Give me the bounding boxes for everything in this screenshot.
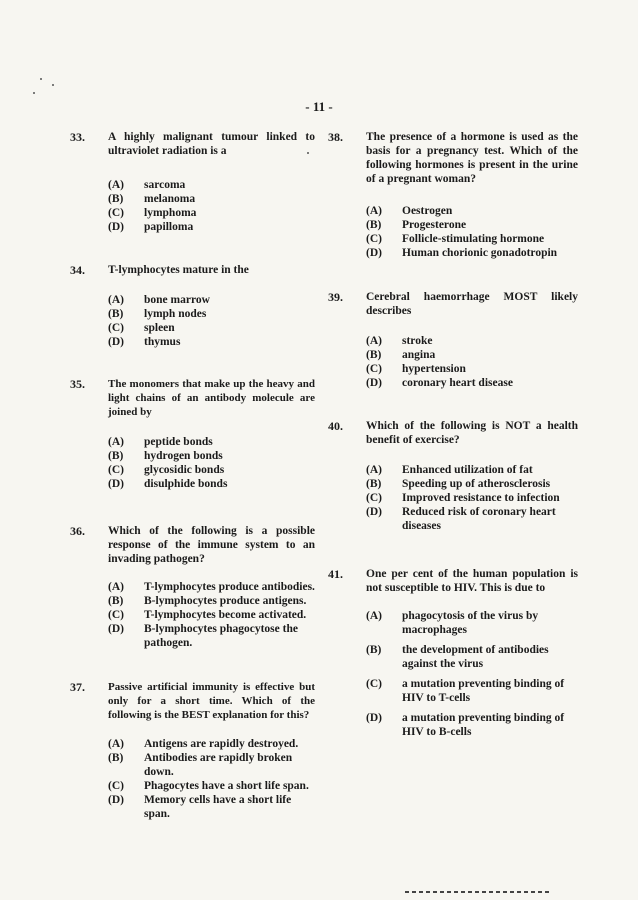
option-list [366,609,578,739]
option-label: (A) [108,581,124,593]
option-text: hydrogen bonds [144,450,223,462]
question-number: 34. [70,263,85,277]
option-label: (A) [108,436,124,448]
option-label: (B) [108,595,124,607]
option-a [366,463,578,477]
question-37 [70,680,315,821]
option-a [366,204,578,218]
option-list [108,737,315,821]
option-c [108,206,315,220]
option-text: thymus [144,336,181,348]
option-list [108,435,315,491]
option-text: coronary heart disease [402,377,513,389]
option-b [108,594,315,608]
option-a [108,580,315,594]
option-text: B-lymphocytes phagocytose the pathogen. [144,623,298,649]
option-label: (C) [108,464,124,476]
option-label: (D) [366,377,382,389]
option-text: Memory cells have a short life span. [144,794,292,820]
question-34 [70,263,315,349]
scan-speck [33,92,35,94]
option-text: Oestrogen [402,205,453,217]
option-text: Antigens are rapidly destroyed. [144,738,299,750]
option-label: (C) [366,363,382,375]
question-text: T-lymphocytes mature in the [108,264,249,276]
option-text: T-lymphocytes become activated. [144,609,307,621]
option-d [108,793,315,821]
option-c [366,232,578,246]
question-number: 36. [70,524,85,538]
option-d [108,477,315,491]
option-text: Follicle-stimulating hormone [402,233,545,245]
option-c [108,321,315,335]
option-label: (A) [108,179,124,191]
question-number: 39. [328,290,343,304]
option-list [108,580,315,650]
option-text: the development of antibodies against the virus [402,644,549,670]
option-b [108,307,315,321]
scan-speck [307,152,309,154]
option-c [108,463,315,477]
option-label: (A) [366,205,382,217]
question-text: Passive artificial immunity is effective but only for a short time. Which of the following is the BEST explanation for this? [108,681,315,721]
option-text: Improved resistance to infection [402,492,560,504]
option-label: (D) [108,794,124,806]
option-label: (B) [366,349,382,361]
option-b [108,192,315,206]
option-text: angina [402,349,436,361]
question-number: 33. [70,130,85,144]
option-list [366,463,578,533]
option-label: (B) [366,644,382,656]
option-text: Antibodies are rapidly broken down. [144,752,293,778]
option-text: Phagocytes have a short life span. [144,780,309,792]
question-35 [70,377,315,491]
option-d [108,220,315,234]
option-text: Enhanced utilization of fat [402,464,533,476]
option-text: lymph nodes [144,308,207,320]
option-list [108,178,315,234]
option-label: (D) [366,506,382,518]
scan-smudge [405,891,550,893]
option-label: (A) [366,335,382,347]
option-label: (A) [366,610,382,622]
page-number: - 11 - [305,99,333,114]
option-b [366,477,578,491]
option-label: (B) [366,478,382,490]
option-a [366,334,578,348]
option-b [108,449,315,463]
option-label: (D) [108,478,124,490]
question-text: Which of the following is a possible response of the immune system to an invading pathogen? [108,525,315,565]
option-text: bone marrow [144,294,210,306]
question-text: One per cent of the human population is not susceptible to HIV. This is due to [366,568,578,594]
option-label: (D) [108,336,124,348]
option-a [108,435,315,449]
option-label: (B) [108,450,124,462]
option-label: (C) [366,678,382,690]
option-list [366,204,578,260]
option-label: (A) [108,738,124,750]
option-text: melanoma [144,193,196,205]
option-a [108,178,315,192]
question-41 [328,567,578,739]
question-33 [70,130,315,234]
option-text: sarcoma [144,179,186,191]
option-b [366,218,578,232]
option-c [108,608,315,622]
question-text: Cerebral haemorrhage MOST likely describes [366,291,578,317]
option-b [108,751,315,779]
option-text: stroke [402,335,433,347]
option-text: Progesterone [402,219,467,231]
option-text: papilloma [144,221,194,233]
question-number: 38. [328,130,343,144]
option-label: (A) [108,294,124,306]
option-text: phagocytosis of the virus by macrophages [402,610,539,636]
question-text: A highly malignant tumour linked to ultraviolet radiation is a [108,131,315,157]
option-d [366,505,578,533]
option-list [366,334,578,390]
option-text: Speeding up of atherosclerosis [402,478,551,490]
option-a [108,293,315,307]
option-label: (C) [108,780,124,792]
question-text: The monomers that make up the heavy and light chains of an antibody molecule are joined by [108,378,315,418]
option-label: (D) [108,623,124,635]
option-label: (B) [108,752,124,764]
option-label: (B) [366,219,382,231]
option-text: peptide bonds [144,436,213,448]
scan-speck [52,84,54,86]
option-label: (B) [108,193,124,205]
option-label: (C) [108,609,124,621]
option-text: lymphoma [144,207,197,219]
option-d [108,622,315,650]
option-label: (C) [108,207,124,219]
option-text: Reduced risk of coronary heart diseases [402,506,556,532]
question-number: 37. [70,680,85,694]
question-36 [70,524,315,650]
question-number: 41. [328,567,343,581]
question-40 [328,419,578,533]
option-c [366,362,578,376]
option-label: (D) [366,247,382,259]
option-text: disulphide bonds [144,478,228,490]
option-a [108,737,315,751]
option-text: B-lymphocytes produce antigens. [144,595,307,607]
option-d [366,376,578,390]
option-label: (D) [366,712,382,724]
option-b [366,348,578,362]
question-39 [328,290,578,390]
option-text: a mutation preventing binding of HIV to B-cells [402,712,565,738]
option-text: T-lymphocytes produce antibodies. [144,581,315,593]
option-label: (C) [366,233,382,245]
option-label: (C) [108,322,124,334]
option-text: glycosidic bonds [144,464,225,476]
question-number: 40. [328,419,343,433]
scan-speck [40,78,42,80]
option-text: hypertension [402,363,466,375]
option-c [366,491,578,505]
option-text: Human chorionic gonadotropin [402,247,558,259]
option-d [366,246,578,260]
question-number: 35. [70,377,85,391]
option-label: (B) [108,308,124,320]
option-a [366,609,578,637]
question-text: Which of the following is NOT a health benefit of exercise? [366,420,578,446]
option-d [108,335,315,349]
option-c [108,779,315,793]
option-label: (D) [108,221,124,233]
option-d [366,711,578,739]
question-38 [328,130,578,260]
option-text: a mutation preventing binding of HIV to T-cells [402,678,565,704]
option-list [108,293,315,349]
option-label: (C) [366,492,382,504]
option-text: spleen [144,322,175,334]
question-text: The presence of a hormone is used as the basis for a pregnancy test. Which of the following hormones is present in the urine of a pregnant woman? [366,131,578,185]
option-b [366,643,578,671]
option-label: (A) [366,464,382,476]
option-c [366,677,578,705]
